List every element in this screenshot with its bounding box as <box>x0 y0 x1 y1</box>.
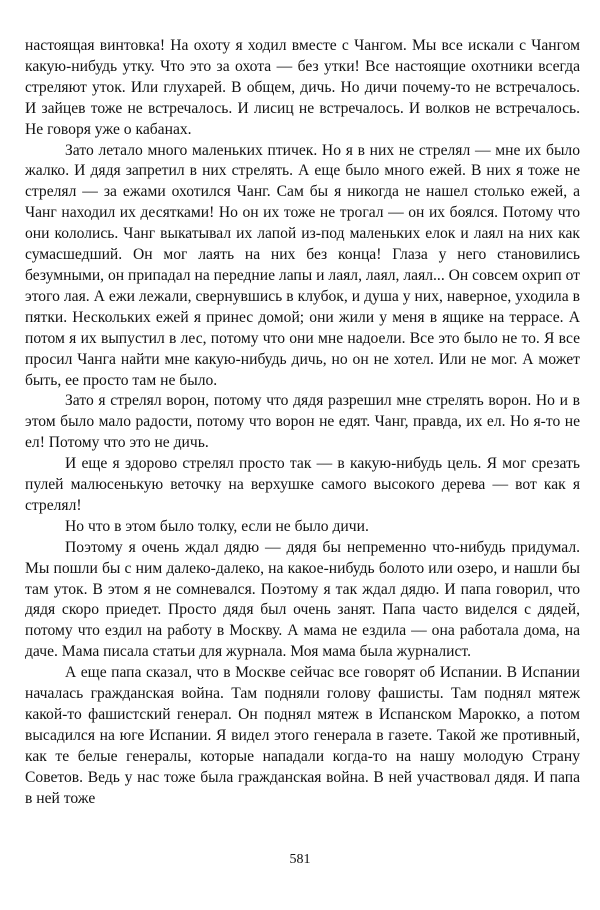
paragraph-6: Поэтому я очень ждал дядю — дядя бы непременно что-нибудь придумал. Мы пошли бы с ним далеко-далеко, на какое-нибудь болото или озеро, и нашли бы там уток. В этом я не сомневался. Поэтому я так ждал дядю. И папа говорил, что дядя скоро приедет. Просто дядя был очень занят. Папа часто виделся с дядей, потому что ездил на работу в Москву. А мама не ездила — она работала дома, на даче. Мама писала статьи для журнала. Моя мама была журналист. <box>25 538 580 661</box>
paragraph-1: настоящая винтовка! На охоту я ходил вместе с Чангом. Мы все искали с Чангом какую-нибудь утку. Что это за охота — без утки! Все настоящие охотники всегда стреляют уток. Или глухарей. В общем, дичь. Но дичи почему-то не встречалось. И зайцев тоже не встречалось. И лисиц не встречалось. И волков не встречалось. Не говоря уже о кабанах. <box>25 37 580 138</box>
paragraph-5: Но что в этом было толку, если не было дичи. <box>65 517 369 535</box>
page-number: 581 <box>289 852 311 867</box>
paragraph-2: Зато летало много маленьких птичек. Но я в них не стрелял — мне их было жалко. И дядя запретил в них стрелять. А еще было много ежей. В них я тоже не стрелял — за ежами охотился Чанг. Сам бы я никогда не нашел столько ежей, а Чанг находил их десятками! Но он их тоже не трогал — он их боялся. Потому что они кололись. Чанг выкатывал их лапой из-под маленьких елок и лаял на них как сумасшедший. Он мог лаять на них без конца! Глаза у него становились безумными, он припадал на передние лапы и лаял, лаял, лаял... Он совсем охрип от этого лая. А ежи лежали, свернувшись в клубок, и душа у них, наверное, уходила в пятки. Нескольких ежей я принес домой; они жили у меня в ящике на террасе. А потом я их выпустил в лес, потому что они мне надоели. Все это было не то. Я все просил Чанга найти мне какую-нибудь дичь, но он не хотел. Или не мог. А может быть, ее просто там не было. <box>25 141 580 389</box>
paragraph-7: А еще папа сказал, что в Москве сейчас все говорят об Испании. В Испании началась гражданская война. Там подняли голову фашисты. Там поднял мятеж какой-то фашистский генерал. Он поднял мятеж в Испанском Марокко, а потом высадился на юге Испании. Я видел этого генерала в газете. Такой же противный, как те белые генералы, которые нападали когда-то на нашу молодую Страну Советов. Ведь у нас тоже была гражданская война. В ней участвовал дядя. И папа в ней тоже <box>25 664 580 807</box>
paragraph-3: Зато я стрелял ворон, потому что дядя разрешил мне стрелять ворон. Но и в этом было мало радости, потому что ворон не едят. Чанг, правда, их ел. Но я-то не ел! Потому что это не дичь. <box>25 392 580 452</box>
paragraph-4: И еще я здорово стрелял просто так — в какую-нибудь цель. Я мог срезать пулей малюсенькую веточку на верхушке самого высокого дерева — вот как я стрелял! <box>25 455 580 514</box>
body-text <box>25 36 580 810</box>
